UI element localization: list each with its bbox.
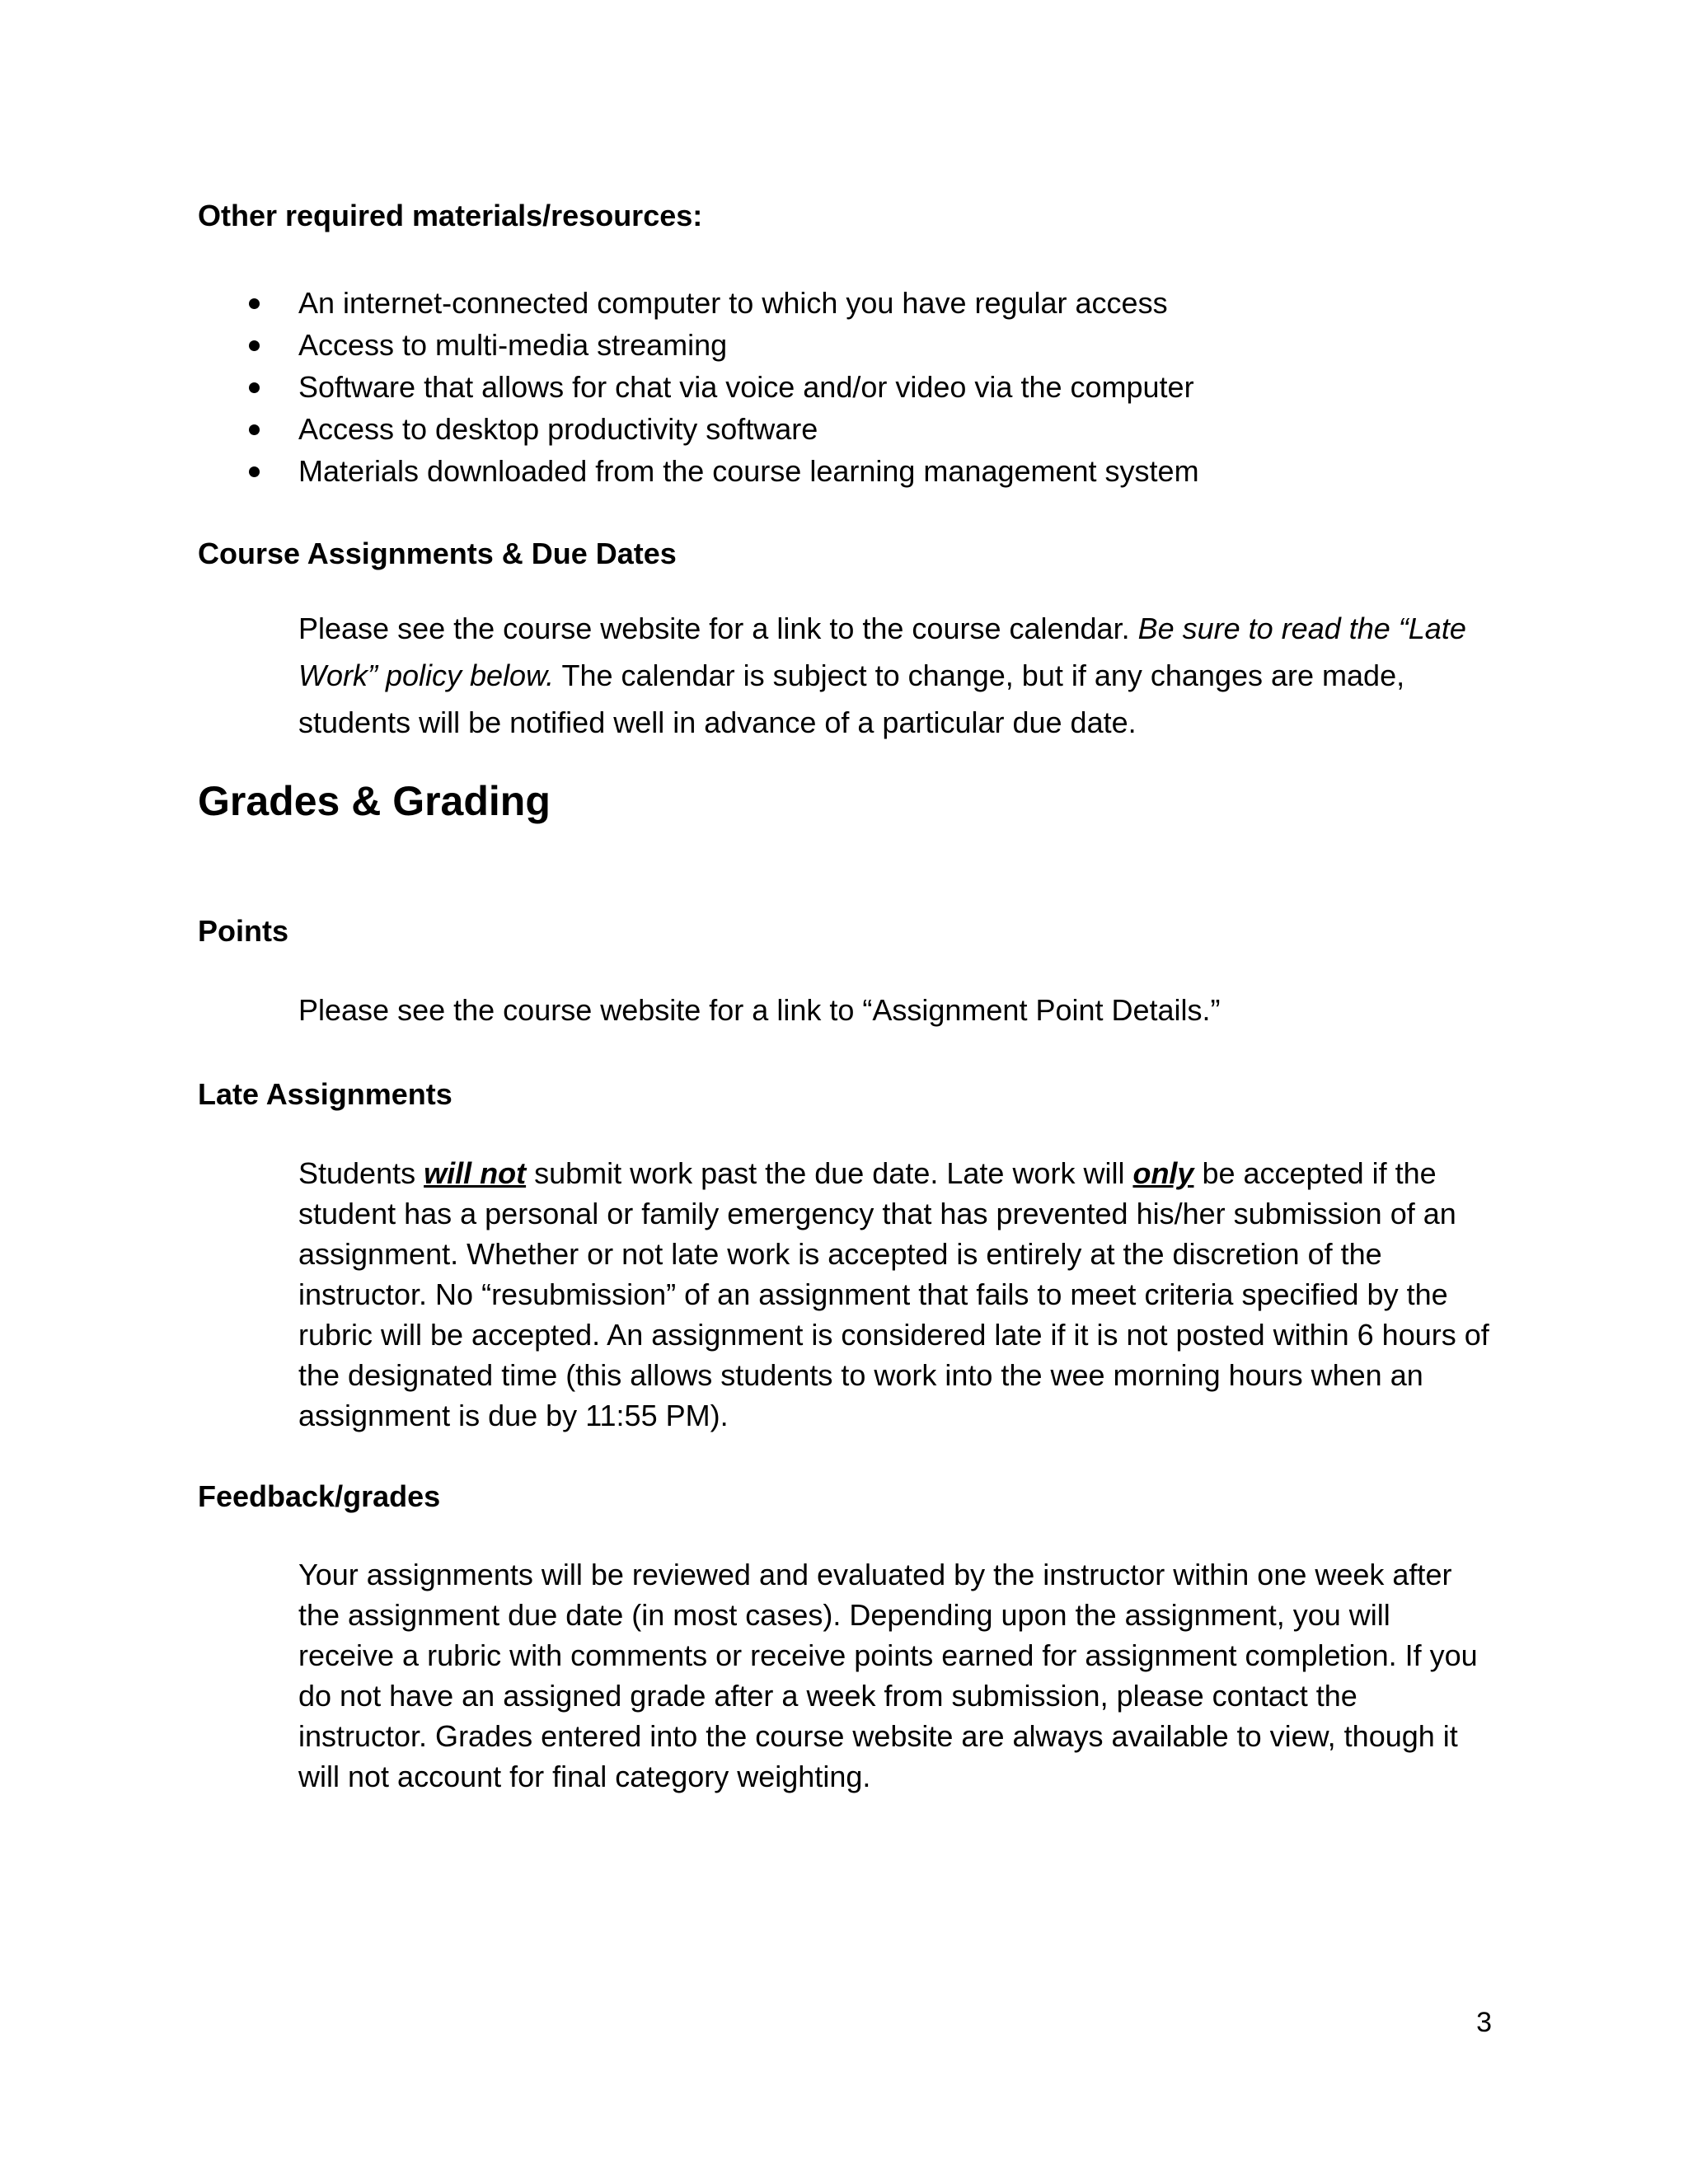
- assignments-heading: Course Assignments & Due Dates: [198, 537, 677, 570]
- list-item: [198, 450, 1199, 492]
- list-item: [198, 324, 1199, 366]
- assignments-paragraph: Please see the course website for a link to the course calendar. Be sure to read the “Late Work” policy below. The calendar is subject to change, but if any changes are made, students will be notified well in advance of a particular due date.: [298, 612, 1466, 739]
- bullet-icon: [249, 466, 260, 477]
- list-item-text: Access to multi-media streaming: [298, 328, 728, 362]
- points-paragraph: Please see the course website for a link to “Assignment Point Details.”: [298, 993, 1221, 1027]
- list-item-text: Software that allows for chat via voice and/or video via the computer: [298, 370, 1194, 404]
- bullet-icon: [249, 382, 260, 393]
- bullet-icon: [249, 424, 260, 435]
- page-number: 3: [1476, 2007, 1492, 2038]
- list-item-text: Access to desktop productivity software: [298, 412, 818, 446]
- late-work-note: Be sure to read the “Late Work” policy below.: [298, 612, 1466, 692]
- emphasis-only: only: [1132, 1156, 1194, 1190]
- grades-heading: Grades & Grading: [198, 778, 551, 824]
- list-item-text: Materials downloaded from the course learning management system: [298, 454, 1199, 488]
- list-item: [198, 366, 1199, 408]
- feedback-heading: Feedback/grades: [198, 1479, 441, 1513]
- list-item-text: An internet-connected computer to which you have regular access: [298, 286, 1168, 320]
- list-item: [198, 408, 1199, 450]
- materials-list: [198, 282, 1199, 492]
- bullet-icon: [249, 298, 260, 309]
- late-assignments-paragraph: Students will not submit work past the due date. Late work will only be accepted if the student has a personal or family emergency that has prevented his/her submission of an assignment. Whether or not late work is accepted is entirely at the discretion of the instructor. No “resubmission” of an assignment that fails to meet criteria specified by the rubric will be accepted. An assignment is considered late if it is not posted within 6 hours of the designated time (this allows students to work into the wee morning hours when an assignment is due by 11:55 PM).: [298, 1156, 1489, 1432]
- late-assignments-heading: Late Assignments: [198, 1077, 452, 1111]
- bullet-icon: [249, 340, 260, 351]
- list-item: [198, 282, 1199, 324]
- points-heading: Points: [198, 914, 289, 948]
- materials-heading: Other required materials/resources:: [198, 199, 703, 232]
- emphasis-will-not: will not: [424, 1156, 527, 1190]
- feedback-paragraph: Your assignments will be reviewed and evaluated by the instructor within one week after the assignment due date (in most cases). Depending upon the assignment, you will receive a rubric with comments or receive points earned for assignment completion. If you do not have an assigned grade after a week from submission, please contact the instructor. Grades entered into the course website are always available to view, though it will not account for final category weighting.: [298, 1558, 1478, 1793]
